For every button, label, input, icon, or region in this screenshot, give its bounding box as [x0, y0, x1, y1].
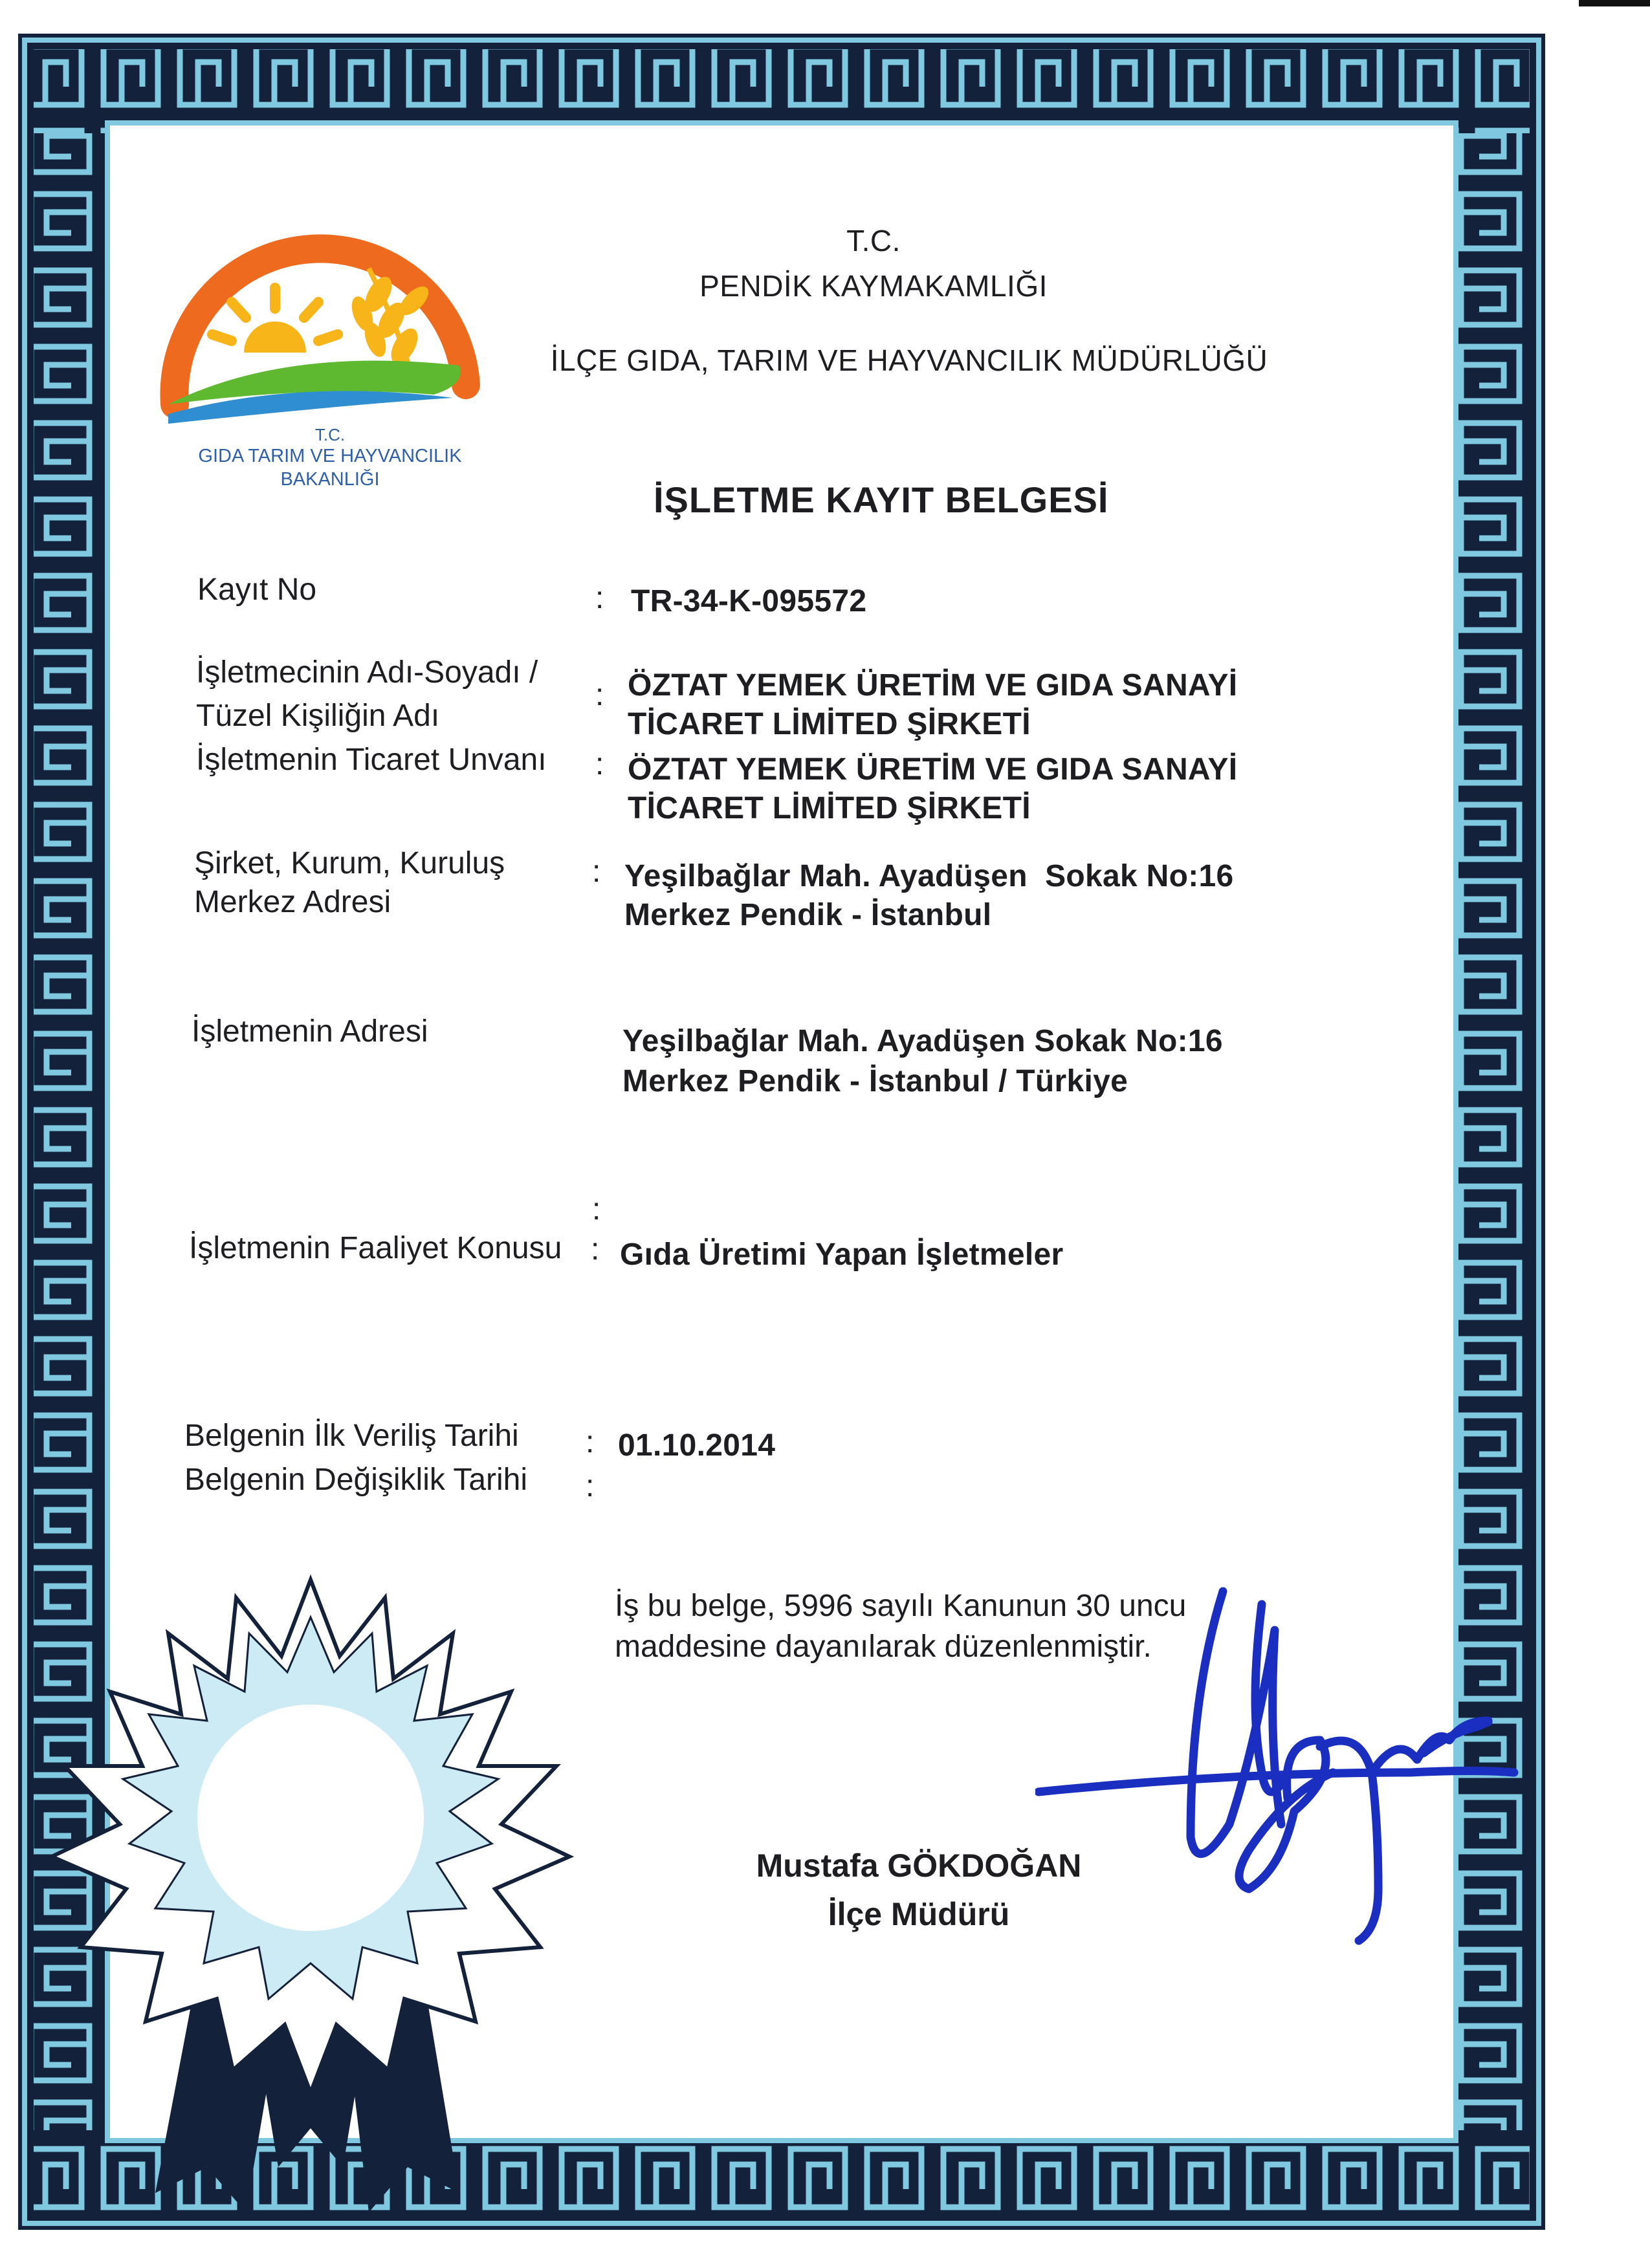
page-title: İŞLETME KAYIT BELGESİ: [654, 479, 1109, 520]
ilk-verilis-colon: :: [586, 1425, 595, 1459]
kayit-no-colon: :: [595, 581, 604, 615]
merkez-adresi-value-1: Yeşilbağlar Mah. Ayadüşen Sokak No:16: [624, 859, 1234, 893]
signatory-title: İlçe Müdürü: [828, 1896, 1010, 1932]
handwritten-signature: [1035, 1578, 1527, 1967]
official-seal: [45, 1559, 576, 2225]
faaliyet-konusu-colon-upper: :: [592, 1192, 601, 1227]
legal-statement-line2: maddesine dayanılarak düzenlenmiştir.: [615, 1630, 1152, 1664]
isletme-adresi-label: İşletmenin Adresi: [192, 1014, 428, 1049]
isletmeci-label-1: İşletmecinin Adı-Soyadı /: [196, 655, 538, 690]
ministry-logo: [155, 191, 505, 501]
ticaret-unvani-value-2: TİCARET LİMİTED ŞİRKETİ: [628, 791, 1031, 825]
sun-wheat-logo-icon: [155, 191, 505, 450]
kayit-no-value: TR-34-K-095572: [631, 584, 867, 618]
faaliyet-konusu-value: Gıda Üretimi Yapan İşletmeler: [620, 1238, 1064, 1272]
degisiklik-label: Belgenin Değişiklik Tarihi: [184, 1463, 528, 1497]
isletmeci-value-2: TİCARET LİMİTED ŞİRKETİ: [628, 707, 1031, 741]
ticaret-unvani-label: İşletmenin Ticaret Unvanı: [196, 743, 547, 777]
logo-tc-text: T.C.: [314, 425, 346, 444]
legal-statement-line1: İş bu belge, 5996 sayılı Kanunun 30 uncu: [615, 1589, 1187, 1623]
degisiklik-colon: :: [586, 1469, 595, 1503]
signatory-name: Mustafa GÖKDOĞAN: [756, 1848, 1082, 1884]
header-tc: T.C.: [846, 224, 901, 257]
header-district: PENDİK KAYMAKAMLIĞI: [699, 269, 1048, 303]
isletmeci-value-1: ÖZTAT YEMEK ÜRETİM VE GIDA SANAYİ: [628, 668, 1238, 703]
isletme-adresi-value-1: Yeşilbağlar Mah. Ayadüşen Sokak No:16: [622, 1024, 1223, 1058]
faaliyet-konusu-colon: :: [591, 1232, 600, 1267]
signature-scribble-icon: [1035, 1578, 1527, 1967]
ilk-verilis-label: Belgenin İlk Veriliş Tarihi: [184, 1419, 519, 1453]
merkez-adresi-label-2: Merkez Adresi: [194, 885, 391, 919]
header-directorate: İLÇE GIDA, TARIM VE HAYVANCILIK MÜDÜRLÜĞÜ: [550, 343, 1268, 377]
ticaret-unvani-colon: :: [595, 747, 604, 781]
logo-ministry-name-2: BAKANLIĞI: [280, 469, 380, 490]
merkez-adresi-label-1: Şirket, Kurum, Kuruluş: [194, 846, 505, 880]
logo-ministry-name: GIDA TARIM VE HAYVANCILIK: [198, 446, 462, 466]
isletme-adresi-value-2: Merkez Pendik - İstanbul / Türkiye: [622, 1064, 1128, 1098]
scan-corner-mark: [1579, 0, 1650, 6]
merkez-adresi-value-2: Merkez Pendik - İstanbul: [624, 898, 992, 932]
ticaret-unvani-value-1: ÖZTAT YEMEK ÜRETİM VE GIDA SANAYİ: [628, 752, 1238, 787]
ilk-verilis-value: 01.10.2014: [618, 1428, 776, 1463]
isletmeci-label-2: Tüzel Kişiliğin Adı: [196, 699, 440, 733]
faaliyet-konusu-label: İşletmenin Faaliyet Konusu: [189, 1231, 562, 1265]
kayit-no-label: Kayıt No: [197, 572, 317, 607]
merkez-adresi-colon: :: [592, 855, 601, 889]
rosette-seal-icon: [45, 1559, 576, 2225]
isletmeci-colon: :: [595, 678, 604, 712]
